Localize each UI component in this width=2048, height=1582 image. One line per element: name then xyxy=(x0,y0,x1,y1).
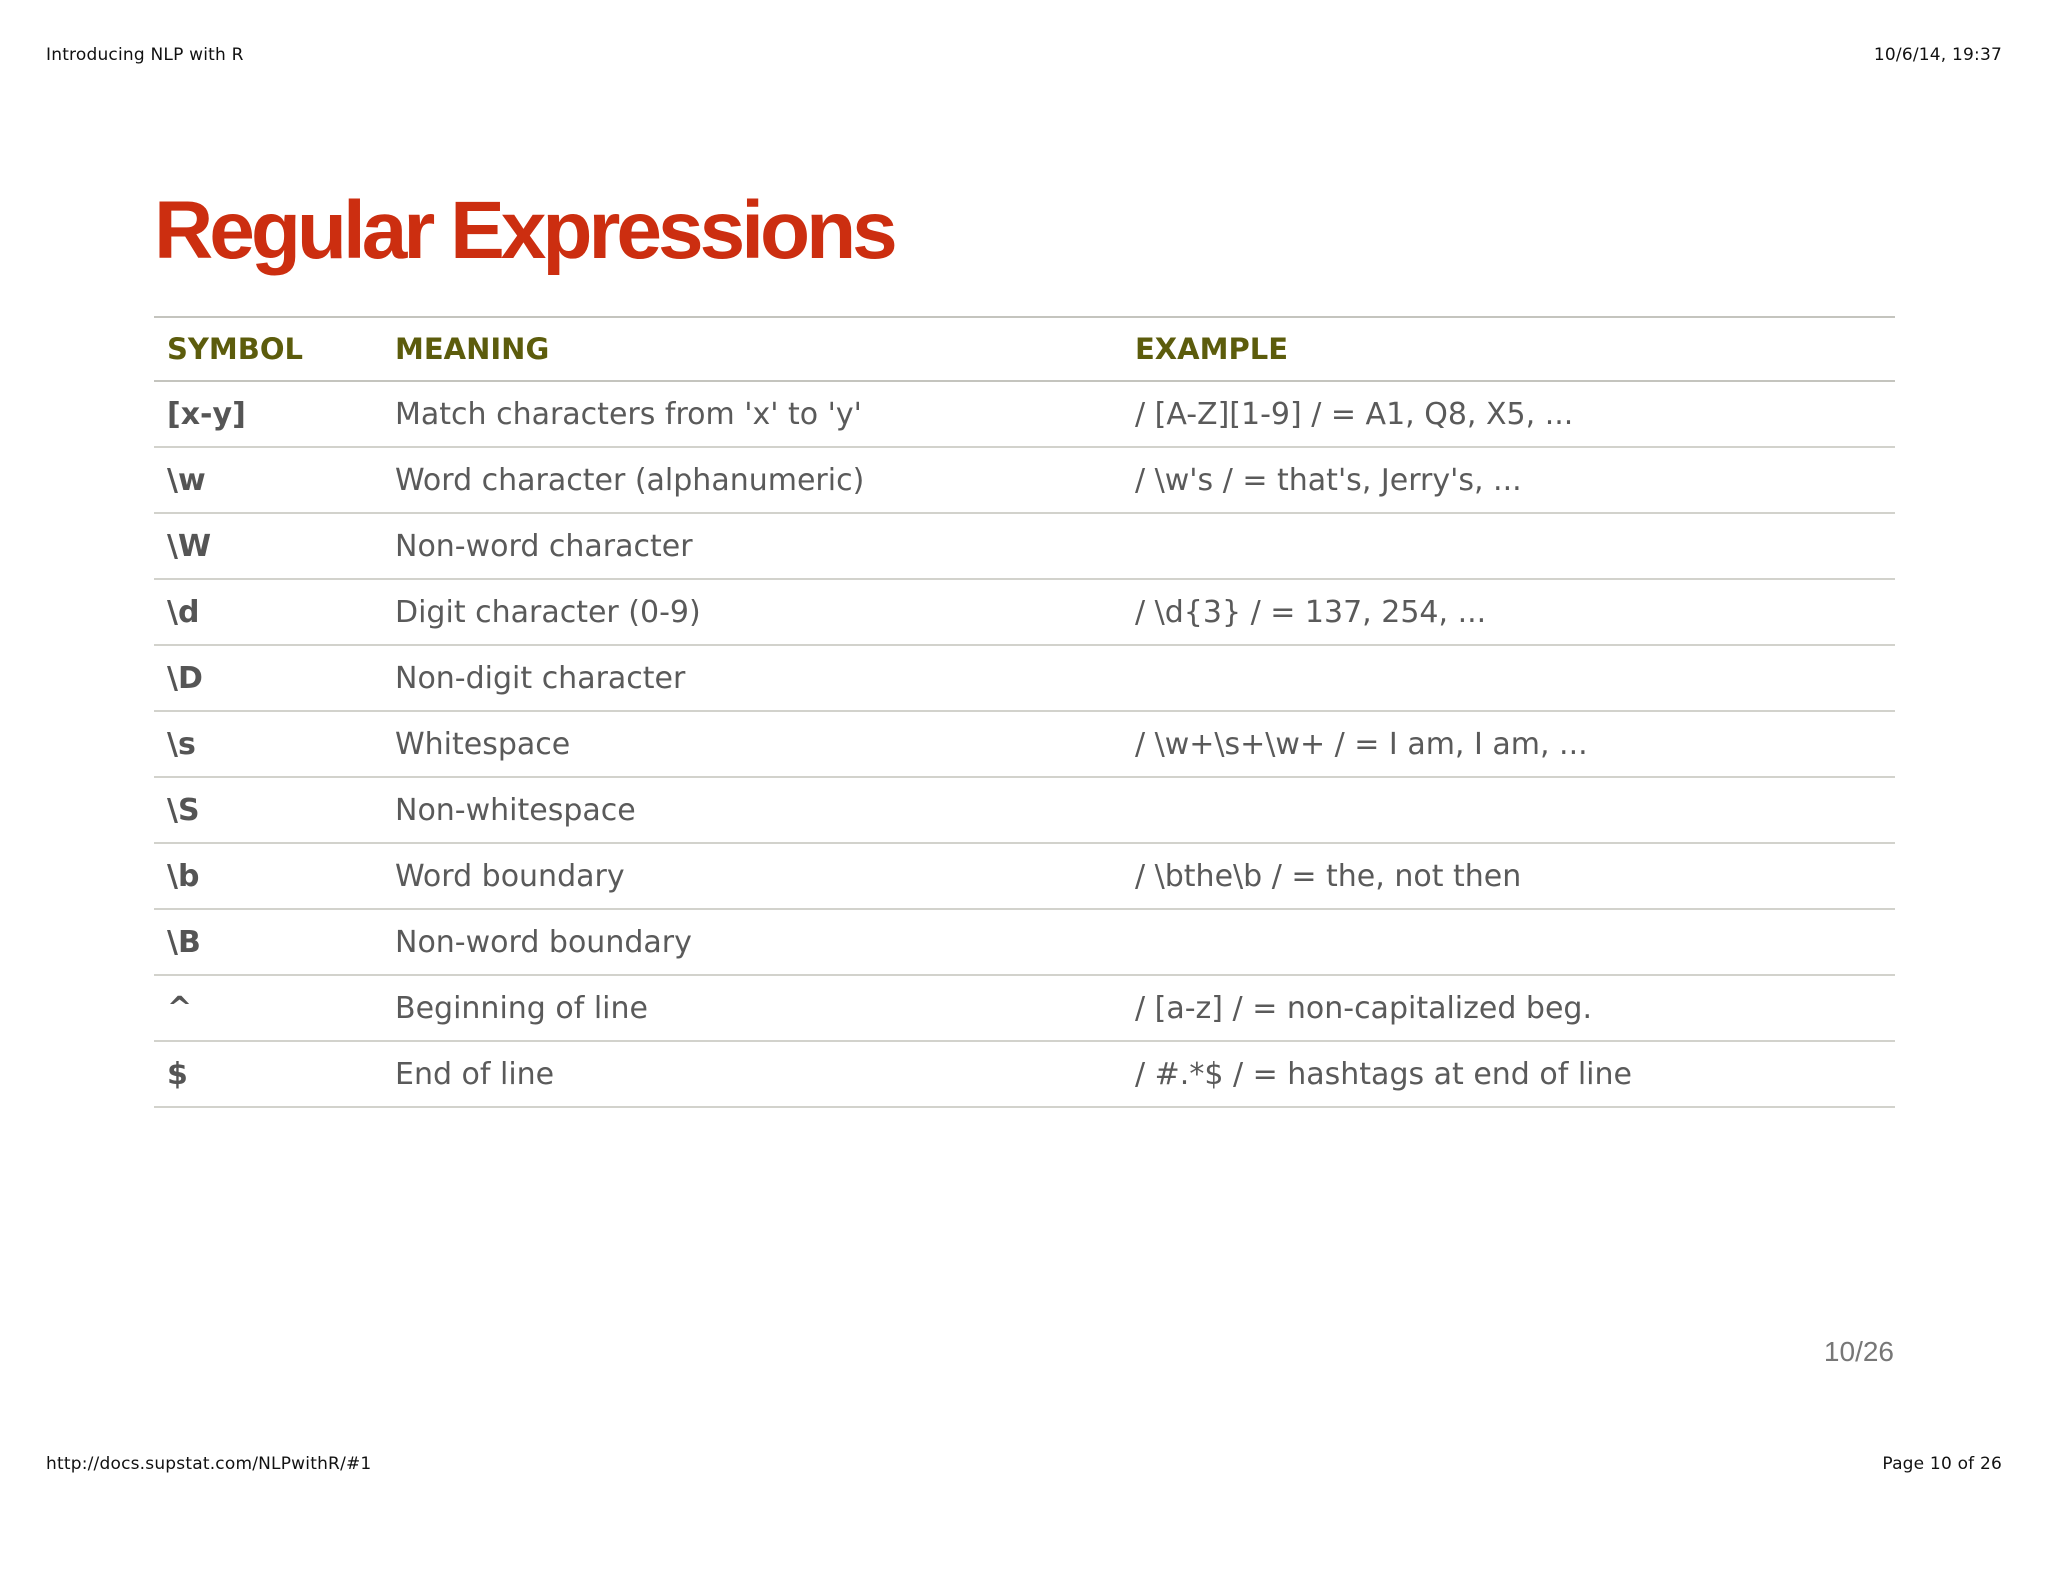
symbol-cell: ^ xyxy=(167,990,193,1026)
meaning-cell: Word character (alphanumeric) xyxy=(395,462,865,498)
symbol-cell: \b xyxy=(167,858,200,894)
meaning-cell: End of line xyxy=(395,1056,555,1092)
table-row xyxy=(154,777,1895,843)
meaning-cell: Non-digit character xyxy=(395,660,686,696)
table-row xyxy=(154,975,1895,1041)
example-cell: / \bthe\b / = the, not then xyxy=(1135,858,1522,894)
symbol-cell: \w xyxy=(167,462,206,498)
meaning-cell: Match characters from 'x' to 'y' xyxy=(395,396,862,432)
slide-title: Regular Expressions xyxy=(154,185,894,276)
example-cell xyxy=(1122,513,1895,579)
example-cell xyxy=(1122,645,1895,711)
example-cell: / [A-Z][1-9] / = A1, Q8, X5, ... xyxy=(1135,396,1574,432)
example-cell: / \d{3} / = 137, 254, ... xyxy=(1135,594,1487,630)
meaning-cell: Non-word character xyxy=(395,528,693,564)
print-header-title: Introducing NLP with R xyxy=(46,45,244,65)
table-row xyxy=(154,381,1895,447)
table-row xyxy=(154,447,1895,513)
symbol-cell: \B xyxy=(167,924,201,960)
symbol-cell: \s xyxy=(167,726,196,762)
print-footer xyxy=(46,1454,2002,1474)
symbol-cell: \W xyxy=(167,528,212,564)
table-row xyxy=(154,711,1895,777)
example-cell xyxy=(1122,909,1895,975)
meaning-cell: Whitespace xyxy=(395,726,571,762)
header-meaning: MEANING xyxy=(395,332,550,366)
table-row xyxy=(154,843,1895,909)
example-cell: / [a-z] / = non-capitalized beg. xyxy=(1135,990,1593,1026)
table-header-row xyxy=(154,317,1895,381)
print-header-datetime: 10/6/14, 19:37 xyxy=(1873,45,2002,65)
table-row xyxy=(154,1041,1895,1107)
meaning-cell: Digit character (0-9) xyxy=(395,594,701,630)
print-footer-url: http://docs.supstat.com/NLPwithR/#1 xyxy=(46,1454,372,1474)
symbol-cell: \D xyxy=(167,660,203,696)
meaning-cell: Non-whitespace xyxy=(395,792,636,828)
table-row xyxy=(154,645,1895,711)
example-cell xyxy=(1122,777,1895,843)
print-header xyxy=(46,45,2002,65)
symbol-cell: $ xyxy=(167,1056,188,1092)
table-row xyxy=(154,513,1895,579)
header-symbol: SYMBOL xyxy=(167,332,303,366)
table-row xyxy=(154,909,1895,975)
symbol-cell: \d xyxy=(167,594,200,630)
header-example: EXAMPLE xyxy=(1135,332,1289,366)
example-cell: / \w's / = that's, Jerry's, ... xyxy=(1135,462,1522,498)
example-cell: / #.*$ / = hashtags at end of line xyxy=(1135,1056,1632,1092)
meaning-cell: Non-word boundary xyxy=(395,924,692,960)
symbol-cell: [x-y] xyxy=(167,396,246,432)
meaning-cell: Word boundary xyxy=(395,858,625,894)
symbol-cell: \S xyxy=(167,792,200,828)
print-footer-page-label: Page 10 of 26 xyxy=(1882,1454,2002,1474)
slide-page-number: 10/26 xyxy=(1823,1336,1894,1367)
example-cell: / \w+\s+\w+ / = I am, I am, ... xyxy=(1135,726,1588,762)
meaning-cell: Beginning of line xyxy=(395,990,648,1026)
table-row xyxy=(154,579,1895,645)
regex-table xyxy=(154,316,1895,1108)
